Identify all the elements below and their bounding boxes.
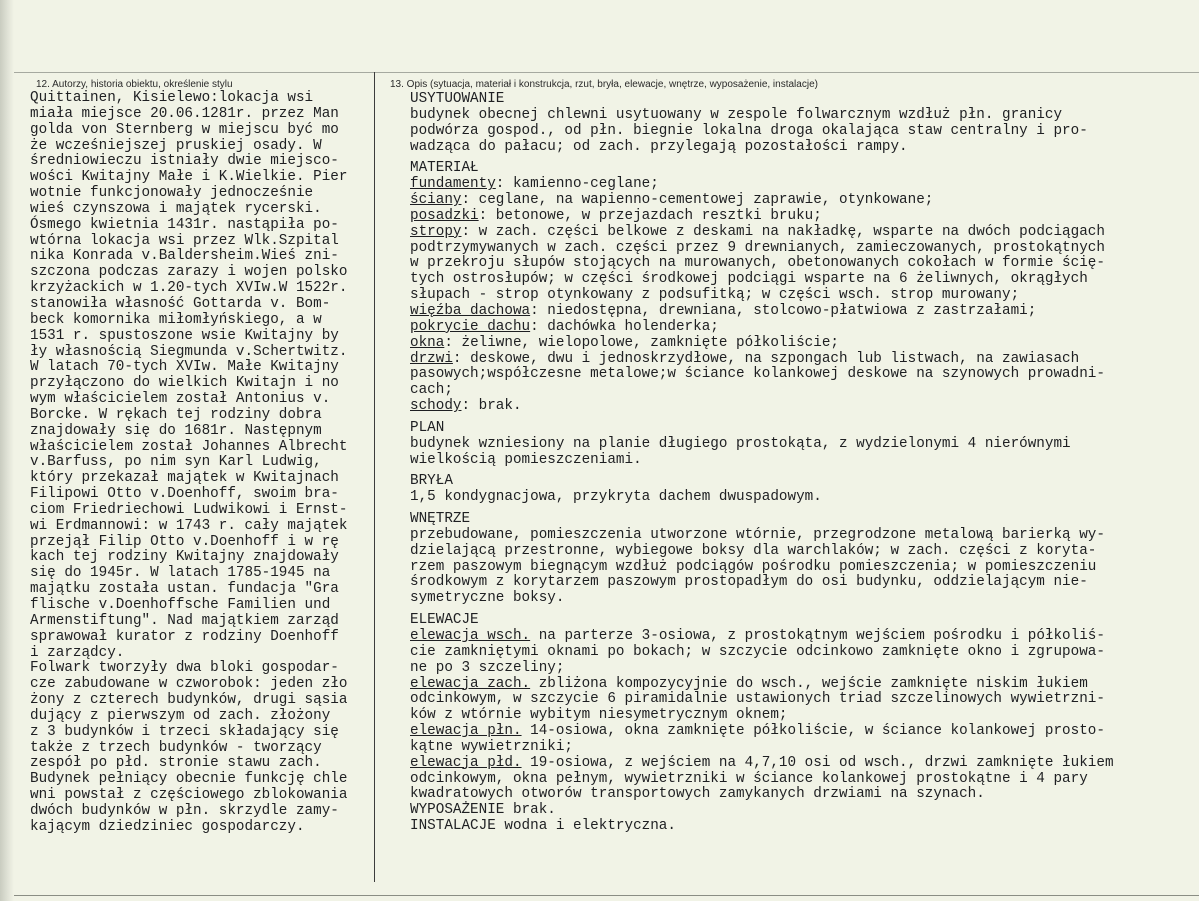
history-line: beck komornika miłomłyńskiego, a w [30,311,322,328]
section-line: rzem paszowym biegnącym wzdłuż podciągów pośrodku pomieszczenia; w pomieszczeniu [410,558,1097,575]
history-line: kach tej rodziny Kwitajny znajdowały [30,549,339,566]
continuation-line: w przekroju słupów stojących na murowanych, obetonowanych cokołach w formie ścię- [410,255,1105,272]
history-line: wi Erdmannowi: w 1743 r. cały majątek [30,517,348,534]
continuation-line: odcinkowym, okna pełnym, wywietrzniki w ściance kolankowej prostokątne i 4 pary [410,770,1088,787]
history-line: stanowiła własność Gottarda v. Bom- [30,295,331,312]
history-line: średniowieczu istniały dwie miejsco- [30,153,339,170]
history-line: z 3 budynków i trzeci składający się [30,723,339,740]
labeled-line [410,352,1195,368]
labeled-line [410,629,1195,645]
history-line: wości Kwitajny Małe i K.Wielkie. Pier [30,169,348,186]
section-13-header: 13. Opis (sytuacja, materiał i konstrukcja, rzut, bryła, elewacje, wnętrze, wyposażenie, instalacje) [390,79,818,90]
labeled-line [410,320,1195,336]
history-line: miała miejsce 20.06.1281r. przez Man [30,105,339,122]
history-line: który przekazał majątek w Kwitajnach [30,470,339,487]
field-label: pokrycie dachu [410,318,531,335]
history-line: ły własnością Siegmunda v.Schertwitz. [30,343,348,360]
section-12-header: 12. Autorzy, historia obiektu, określenie stylu [36,79,233,90]
continuation-line: kątne wywietrzniki; [410,738,574,755]
page-edge-shadow [0,0,14,901]
history-line: Budynek pełniący obecnie funkcję chle [30,771,348,788]
field-text: zbliżona kompozycyjnie do wsch., wejście zamknięte niskim łukiem [530,675,1088,692]
history-line: v.Barfuss, po nim syn Karl Ludwig, [30,454,322,471]
continuation-line: ków z wtórnie wybitym niesymetrycznym oknem; [410,707,788,724]
history-line: także z trzech budynków - tworzący [30,739,322,756]
continuation-line: ne po 3 szczeliny; [410,659,565,676]
history-line: wieś czynszowa i majątek rycerski. [30,200,322,217]
field-label: elewacja płn. [410,723,522,740]
history-line: cze zabudowane w czworobok: jeden zło [30,676,348,693]
section-heading: BRYŁA [410,473,453,490]
section-heading: ELEWACJE [410,612,479,629]
history-line: właścicielem został Johannes Albrecht [30,438,348,455]
section-line: symetryczne boksy. [410,590,565,607]
history-line: dujący z pierwszym od zach. złożony [30,707,331,724]
history-line: wym właścicielem został Antonius v. [30,391,331,408]
column-divider [374,72,375,882]
history-line: Armenstiftung". Nad majątkiem zarząd [30,612,339,629]
history-line: krzyżackich w 1.20-tych XVIw.W 1522r. [30,280,348,297]
labeled-line [410,336,1195,352]
history-line: wotnie funkcjonowały jednocześnie [30,185,314,202]
section-heading: USYTUOWANIE [410,91,505,107]
history-line: kającym dziedziniec gospodarczy. [30,818,305,835]
field-label: ściany [410,192,462,209]
labeled-line [410,304,1195,320]
history-line: żony z czterech budynków, drugi sąsia [30,692,348,709]
section-line: budynek wzniesiony na planie długiego prostokąta, z wydzielonymi 4 nierównymi [410,435,1071,452]
field-text: : żeliwne, wielopolowe, zamknięte półkoliście; [444,334,839,351]
history-line: dwóch budynków w płn. skrzydle zamy- [30,802,339,819]
field-label: elewacja płd. [410,754,522,771]
continuation-line: cie zamkniętymi oknami po bokach; w szczycie odcinkowo zamknięte okno i zgrupowa- [410,643,1105,660]
continuation-line: odcinkowym, w szczycie 6 piramidalnie ustawionych triad szczelinowych wywietrzni- [410,691,1105,708]
field-text: : niedostępna, drewniana, stolcowo-płatwiowa z zastrzałami; [530,302,1037,319]
field-label: okna [410,334,445,351]
section-line: wielkością pomieszczeniami. [410,451,642,468]
section-line: wadząca do pałacu; od zach. przylegają pozostałości rampy. [410,138,908,155]
history-text [30,91,372,836]
history-line: zespół po płd. stronie stawu zach. [30,755,322,772]
history-line: przejął Filip Otto v.Doenhoff i w rę [30,533,339,550]
section-heading: PLAN [410,419,445,436]
section-line: przebudowane, pomieszczenia utworzone wtórnie, przegrodzone metalową barierką wy- [410,526,1105,543]
field-text: 14-osiowa, okna zamknięte półkoliście, w ściance kolankowej prosto- [521,723,1105,740]
section-line: środkowym z korytarzem paszowym prostopadłym do osi budynku, oddzielającym nie- [410,574,1088,591]
section-line: 1,5 kondygnacjowa, przykryta dachem dwuspadowym. [410,489,822,506]
field-text: : w zach. części belkowe z deskami na nakładkę, wsparte na dwóch podciągach [461,223,1105,240]
field-text: na parterze 3-osiowa, z prostokątnym wejściem pośrodku i półkoliś- [530,628,1105,644]
history-line: Folwark tworzyły dwa bloki gospodar- [30,660,339,677]
history-line: wtórna lokacja wsi przez Wlk.Szpital [30,232,339,249]
field-label: posadzki [410,207,479,224]
history-line: wni powstał z częściowego zblokowania [30,787,348,804]
field-text: : betonowe, w przejazdach resztki bruku; [478,207,822,224]
history-line: ciom Friedriechowi Ludwikowi i Ernst- [30,501,348,518]
field-text: : kamienno-ceglane; [495,176,659,193]
history-line: się do 1945r. W latach 1785-1945 na [30,565,331,582]
field-text: : dachówka holenderka; [530,318,719,335]
section-heading: WNĘTRZE [410,511,471,528]
history-line: że wcześniejszej pruskiej osady. W [30,137,322,154]
labeled-line [410,225,1195,241]
field-label: elewacja wsch. [410,628,531,644]
continuation-line: cach; [410,382,453,399]
field-label: schody [410,398,462,415]
wyposazenie-line: WYPOSAŻENIE brak. [410,802,556,819]
history-line: sprawował kurator z rodziny Doenhoff [30,628,339,645]
field-text: 19-osiowa, z wejściem na 4,7,10 osi od wsch., drzwi zamknięte łukiem [521,754,1114,771]
history-line: i zarządcy. [30,644,125,661]
labeled-line [410,677,1195,693]
labeled-line [410,177,1195,193]
section-heading: MATERIAŁ [410,160,479,177]
continuation-line: kwadratowych otworów transportowych zamykanych drzwiami na szynach. [410,786,985,803]
field-label: elewacja zach. [410,675,531,692]
field-text: : deskowe, dwu i jednoskrzydłowe, na szpongach lub listwach, na zawiasach [452,350,1080,367]
history-line: Filipowi Otto v.Doenhoff, swoim bra- [30,486,339,503]
continuation-line: słupach - strop otynkowany z podsufitką; w części wsch. strop murowany; [410,287,1020,304]
header-rule [14,72,1199,73]
history-line: W latach 70-tych XVIw. Małe Kwitajny [30,359,339,376]
field-text: : brak. [461,398,522,415]
section-line: budynek obecnej chlewni usytuowany w zespole folwarcznym wzdłuż płn. granicy [410,106,1063,123]
continuation-line: pasowych;współczesne metalowe;w ściance kolankowej deskowe na szynowych prowadni- [410,366,1105,383]
labeled-line [410,209,1195,225]
field-text: : ceglane, na wapienno-cementowej zaprawie, otynkowane; [461,192,934,209]
field-label: stropy [410,223,462,240]
description-text [410,92,1195,835]
history-line: Borcke. W rękach tej rodziny dobra [30,406,322,423]
labeled-line [410,399,1195,415]
bottom-rule [14,895,1199,896]
field-label: drzwi [410,350,453,367]
labeled-line [410,724,1195,740]
history-line: Quittainen, Kisielewo:lokacja wsi [30,90,314,106]
instalacje-line: INSTALACJE wodna i elektryczna. [410,818,676,835]
history-line: Ósmego kwietnia 1431r. nastąpiła po- [30,216,339,233]
continuation-line: tych ostrosłupów; w części środkowej podciągi wsparte na 6 żeliwnych, okrągłych [410,271,1088,288]
labeled-line [410,756,1195,772]
labeled-line [410,193,1195,209]
history-line: przyłączono do wielkich Kwitajn i no [30,375,339,392]
history-line: nika Konrada v.Baldersheim.Wieś zni- [30,248,339,265]
history-line: flische v.Doenhoffsche Familien und [30,597,331,613]
section-line: dzielającą przestronne, wybiegowe boksy dla warchlaków; w zach. części z koryta- [410,542,1097,559]
field-label: więźba dachowa [410,302,531,319]
history-line: 1531 r. spustoszone wsie Kwitajny by [30,327,339,344]
history-line: majątku została ustan. fundacja "Gra [30,581,339,598]
section-line: podwórza gospod., od płn. biegnie lokalna droga okalająca staw centralny i pro- [410,122,1088,139]
continuation-line: podtrzymywanych w zach. części przez 9 drewnianych, zamieczowanych, prostokątnych [410,239,1105,256]
history-line: szczona podczas zarazy i wojen polsko [30,264,348,281]
history-line: golda von Sternberg w miejscu być mo [30,121,339,138]
history-line: znajdowały się do 1681r. Następnym [30,422,322,439]
field-label: fundamenty [410,176,496,193]
